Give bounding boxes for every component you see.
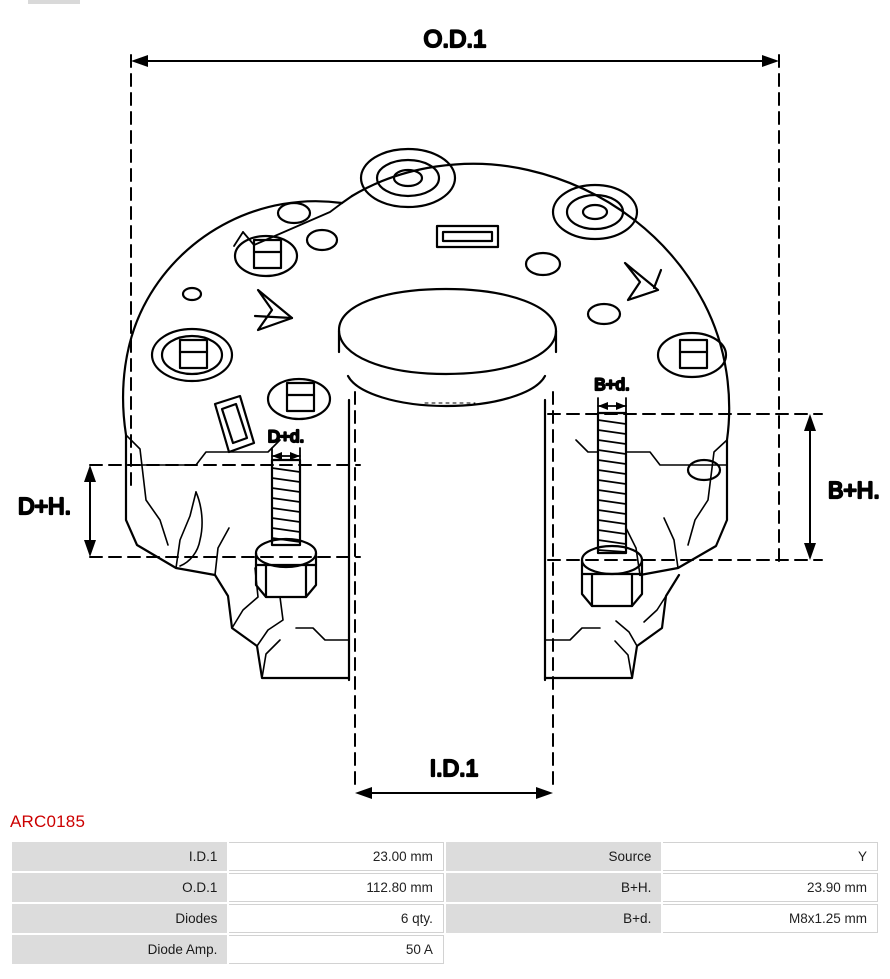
small-hole xyxy=(278,203,310,223)
label-od1: O.D.1 xyxy=(423,26,487,53)
label-b-plus-h: B+H. xyxy=(828,477,880,503)
label-d-plus-d: D+d. xyxy=(267,427,305,446)
small-hole xyxy=(588,304,620,324)
table-row xyxy=(12,873,878,902)
spec-label: Diodes xyxy=(12,904,227,933)
small-hole xyxy=(688,460,720,480)
label-id1: I.D.1 xyxy=(429,755,479,781)
diode-stud xyxy=(268,379,330,419)
diode-stud xyxy=(152,329,232,381)
table-row xyxy=(12,842,878,871)
diode-arrow-symbol xyxy=(255,290,292,330)
diode-stud xyxy=(235,236,297,276)
spec-label: Source xyxy=(446,842,661,871)
rect-slot xyxy=(437,226,498,247)
spec-value: 50 A xyxy=(229,935,443,964)
table-row xyxy=(12,904,878,933)
diode-details xyxy=(152,149,726,480)
spec-label: I.D.1 xyxy=(12,842,227,871)
spec-value: 23.00 mm xyxy=(229,842,443,871)
spec-label: O.D.1 xyxy=(12,873,227,902)
specification-table xyxy=(10,840,880,966)
spec-value: M8x1.25 mm xyxy=(663,904,878,933)
mounting-hole-ring-outer xyxy=(361,149,455,207)
rectifier-body-outline xyxy=(123,164,729,680)
b-plus-terminal-bolt xyxy=(582,413,642,606)
label-d-plus-h: D+H. xyxy=(18,493,72,519)
diode-arrow-symbol xyxy=(625,263,661,300)
spec-label-empty xyxy=(446,935,661,964)
dimension-b-plus-h xyxy=(548,414,822,560)
small-hole xyxy=(307,230,337,250)
dimension-b-plus-d xyxy=(598,398,626,414)
small-hole xyxy=(183,288,201,300)
spec-value: Y xyxy=(663,842,878,871)
spec-label: B+d. xyxy=(446,904,661,933)
small-hole xyxy=(526,253,560,275)
spec-value-empty xyxy=(663,935,878,964)
spec-value: 6 qty. xyxy=(229,904,443,933)
spec-label: Diode Amp. xyxy=(12,935,227,964)
dimension-od1 xyxy=(131,55,779,565)
spec-value: 23.90 mm xyxy=(663,873,878,902)
dimension-id1 xyxy=(355,392,553,799)
label-b-plus-d: B+d. xyxy=(594,375,630,394)
part-number: ARC0185 xyxy=(10,812,86,831)
table-row xyxy=(12,935,878,964)
diode-stud xyxy=(658,333,726,377)
d-plus-terminal-bolt xyxy=(256,460,316,597)
spec-value: 112.80 mm xyxy=(229,873,443,902)
spec-label: B+H. xyxy=(446,873,661,902)
